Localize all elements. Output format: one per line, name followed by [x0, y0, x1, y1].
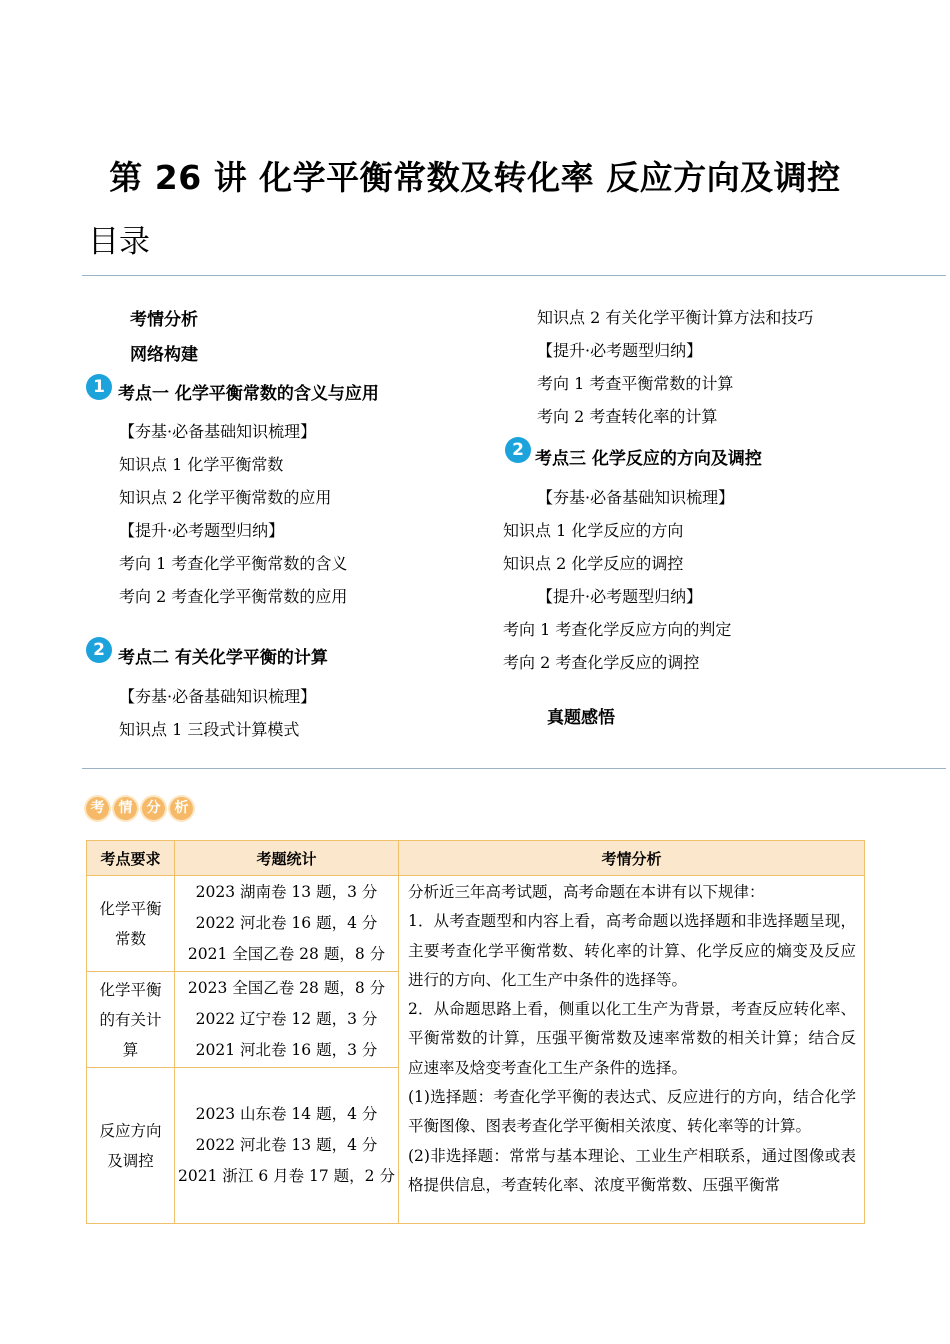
stats-cell [175, 972, 399, 1068]
stat-line: 2022 辽宁卷 12 题，3 分 [195, 1010, 378, 1028]
topic-cell [87, 1068, 175, 1224]
stat-line: 2023 湖南卷 13 题，3 分 [195, 883, 378, 901]
stat-line: 2022 河北卷 13 题，4 分 [195, 1136, 378, 1154]
toc-item-network[interactable]: 网络构建 [130, 345, 198, 365]
toc-point-one-item[interactable]: 【提升·必考题型归纳】 [119, 521, 285, 540]
toc-point-three-item[interactable]: 考向 2 考查化学反应的调控 [503, 653, 700, 672]
toc-point-one-item[interactable]: 知识点 2 化学平衡常数的应用 [119, 488, 332, 507]
number-two-icon: 2 [86, 637, 112, 663]
topic-line: 算 [122, 1040, 139, 1059]
toc-point-two-item[interactable]: 【提升·必考题型归纳】 [537, 341, 703, 360]
table-header: 考题统计 [175, 841, 399, 876]
section-label-char: 考 [86, 797, 109, 820]
table-header: 考点要求 [87, 841, 175, 876]
analysis-cell [399, 876, 865, 1224]
table-header: 考情分析 [399, 841, 865, 876]
topic-line: 化学平衡 [99, 980, 162, 999]
exam-analysis-table [86, 840, 865, 1224]
table-header-row [87, 841, 865, 876]
toc-point-two-item[interactable]: 考向 1 考查平衡常数的计算 [537, 374, 734, 393]
topic-line: 常数 [114, 929, 146, 948]
toc-item-analysis[interactable]: 考情分析 [130, 310, 198, 330]
topic-line: 反应方向 [99, 1121, 162, 1140]
analysis-paragraph: (1)选择题：考查化学平衡的表达式、反应进行的方向，结合化学平衡图像、图表考查化学平衡相关浓度、转化率等的计算。 [408, 1088, 856, 1136]
toc-point-three-item[interactable]: 知识点 1 化学反应的方向 [503, 521, 684, 540]
topic-line: 的有关计 [99, 1010, 162, 1029]
badge-point-one [86, 374, 116, 404]
toc-point-two-item[interactable]: 知识点 1 三段式计算模式 [119, 720, 300, 739]
stat-line: 2021 全国乙卷 28 题，8 分 [187, 945, 386, 963]
analysis-paragraph: 1．从考查题型和内容上看，高考命题以选择题和非选择题呈现，主要考查化学平衡常数、转化率的计算、化学反应的熵变及反应进行的方向、化工生产中条件的选择等。 [408, 912, 856, 989]
analysis-paragraph: 分析近三年高考试题，高考命题在本讲有以下规律： [408, 883, 765, 901]
stat-line: 2022 河北卷 16 题，4 分 [195, 914, 378, 932]
stats-cell [175, 876, 399, 972]
topic-cell [87, 876, 175, 972]
number-badge-icon: 2 [505, 437, 531, 463]
toc-point-three-item[interactable]: 【提升·必考题型归纳】 [537, 587, 703, 606]
analysis-paragraph: (2)非选择题：常常与基本理论、工业生产相联系，通过图像或表格提供信息，考查转化率、浓度平衡常数、压强平衡常 [408, 1146, 856, 1194]
section-label-exam-analysis [86, 793, 198, 823]
stat-line: 2021 河北卷 16 题，3 分 [195, 1041, 378, 1059]
toc-point-three-item[interactable]: 知识点 2 化学反应的调控 [503, 554, 684, 573]
toc-point-three-item[interactable]: 考向 1 考查化学反应方向的判定 [503, 620, 732, 639]
badge-point-three [505, 437, 535, 467]
page-title: 第 26 讲 化学平衡常数及转化率 反应方向及调控 [109, 158, 841, 197]
stat-line: 2023 山东卷 14 题，4 分 [195, 1105, 378, 1123]
toc-heading: 目录 [88, 224, 150, 260]
stats-cell [175, 1068, 399, 1224]
number-one-icon: 1 [86, 374, 112, 400]
toc-point-three-item[interactable]: 【夯基·必备基础知识梳理】 [537, 488, 735, 507]
table-row [87, 876, 865, 972]
toc-bottom-divider [82, 768, 946, 769]
toc-point-one-item[interactable]: 知识点 1 化学平衡常数 [119, 455, 284, 474]
topic-line: 化学平衡 [99, 899, 162, 918]
section-label-char: 情 [114, 797, 137, 820]
toc-point-three-title[interactable]: 考点三 化学反应的方向及调控 [535, 449, 762, 469]
toc-point-one-item[interactable]: 【夯基·必备基础知识梳理】 [119, 422, 317, 441]
stat-line: 2023 全国乙卷 28 题，8 分 [187, 979, 386, 997]
topic-line: 及调控 [107, 1151, 154, 1170]
toc-point-one-item[interactable]: 考向 1 考查化学平衡常数的含义 [119, 554, 348, 573]
toc-point-one-title[interactable]: 考点一 化学平衡常数的含义与应用 [118, 384, 379, 404]
toc-point-two-title[interactable]: 考点二 有关化学平衡的计算 [118, 648, 328, 668]
analysis-paragraph: 2．从命题思路上看，侧重以化工生产为背景，考查反应转化率、平衡常数的计算，压强平衡常数及速率常数的相关计算；结合反应速率及焓变考查化工生产条件的选择。 [408, 1000, 856, 1077]
toc-point-two-item[interactable]: 考向 2 考查转化率的计算 [537, 407, 718, 426]
toc-point-two-item[interactable]: 知识点 2 有关化学平衡计算方法和技巧 [537, 308, 814, 327]
stat-line: 2021 浙江 6 月卷 17 题，2 分 [178, 1167, 395, 1185]
section-label-char: 分 [142, 797, 165, 820]
toc-top-divider [82, 275, 946, 276]
section-label-char: 析 [170, 797, 193, 820]
topic-cell [87, 972, 175, 1068]
toc-point-one-item[interactable]: 考向 2 考查化学平衡常数的应用 [119, 587, 348, 606]
toc-point-two-item[interactable]: 【夯基·必备基础知识梳理】 [119, 687, 317, 706]
toc-item-real-exam[interactable]: 真题感悟 [547, 708, 615, 728]
badge-point-two [86, 637, 116, 667]
